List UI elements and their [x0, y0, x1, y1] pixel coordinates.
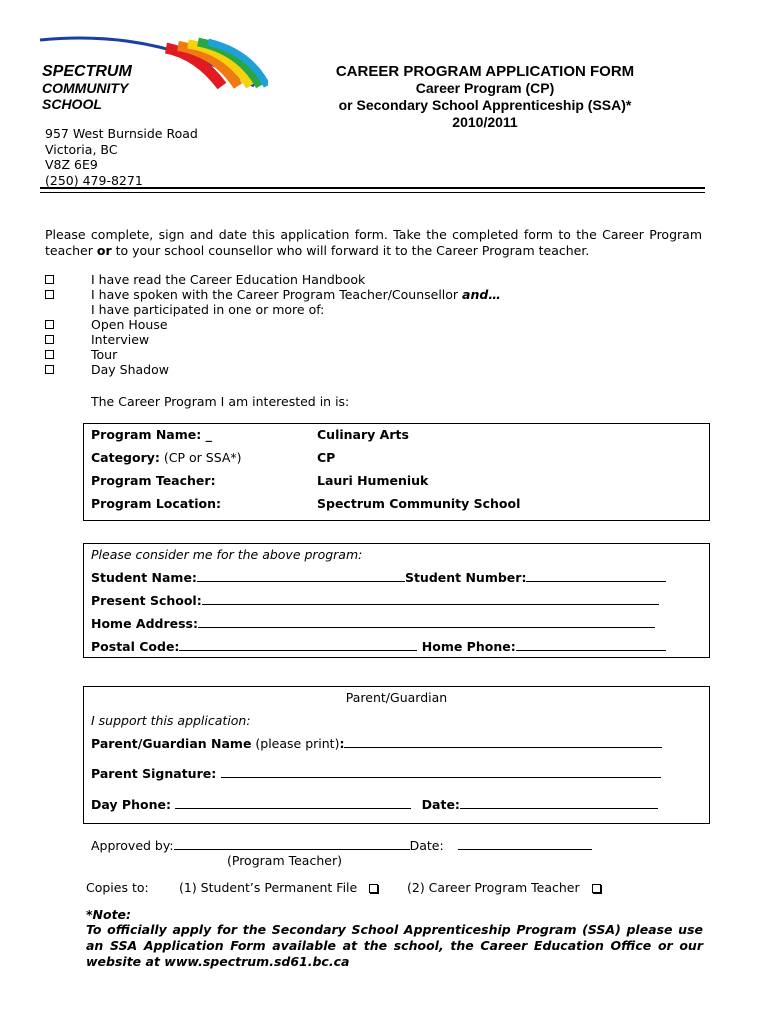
checklist-row-handbook [45, 272, 645, 287]
parent-name-colon: : [339, 736, 345, 751]
checklist-row-open-house [45, 317, 645, 332]
present-school-field[interactable] [202, 604, 659, 605]
parent-signature-label: Parent Signature: [91, 766, 221, 781]
parent-name-hint: (please print) [251, 736, 340, 751]
day-phone-label: Day Phone: [91, 797, 176, 812]
approval-date-label: Date: [409, 838, 444, 853]
student-prompt: Please consider me for the above program: [91, 547, 363, 562]
program-teacher-label: Program Teacher: [91, 473, 216, 488]
header-line2: Career Program (CP) [415, 80, 555, 96]
category-hint: (CP or SSA*) [159, 450, 242, 465]
parent-support: I support this application: [91, 713, 251, 728]
checkbox-spoken[interactable] [45, 290, 54, 299]
intro-text-1: Please complete, sign and date this application form. Take the completed form to the Career Program teacher [45, 227, 702, 258]
program-location-label: Program Location: [91, 496, 221, 511]
copy-permanent-file-label: (1) Student’s Permanent File [179, 880, 358, 895]
note-label: *Note: [86, 907, 132, 922]
page-title: CAREER PROGRAM APPLICATION FORM [335, 63, 635, 80]
checkbox-handbook[interactable] [45, 275, 54, 284]
checklist-handbook-label: I have read the Career Education Handbook [91, 272, 366, 287]
student-number-field[interactable] [526, 581, 666, 582]
checkbox-interview[interactable] [45, 335, 54, 344]
present-school-row [91, 593, 659, 608]
checklist-row-spoken [45, 287, 645, 302]
parent-name-label: Parent/Guardian Name [91, 736, 252, 751]
student-number-label: Student Number: [404, 570, 527, 585]
checklist-row-day-shadow [45, 362, 645, 377]
school-logo [38, 30, 268, 112]
checklist-open-house-label: Open House [91, 317, 168, 332]
parent-name-row [91, 736, 662, 751]
checklist-row-tour [45, 347, 645, 362]
home-address-label: Home Address: [91, 616, 198, 631]
copy-program-teacher-label: (2) Career Program Teacher [407, 880, 580, 895]
checkbox-day-shadow[interactable] [45, 365, 54, 374]
header-year: 2010/2011 [452, 114, 518, 130]
checklist-participated-label: I have participated in one or more of: [91, 302, 325, 317]
student-name-label: Student Name: [91, 570, 197, 585]
checkbox-permanent-file[interactable] [369, 884, 378, 893]
logo-text-community: COMMUNITY [42, 80, 129, 96]
intro-paragraph [45, 227, 702, 258]
address-postal: V8Z 6E9 [45, 157, 98, 172]
address-phone: (250) 479-8271 [45, 172, 143, 188]
student-name-row [91, 570, 651, 585]
checklist-row-interview [45, 332, 645, 347]
checklist-spoken-label: I have spoken with the Career Program Teacher/Counsellor [91, 287, 463, 302]
logo-text-school: SCHOOL [42, 96, 102, 112]
home-phone-label: Home Phone: [417, 639, 516, 654]
approved-by-field[interactable] [174, 849, 410, 850]
program-teacher-caption: (Program Teacher) [227, 853, 342, 868]
home-phone-field[interactable] [516, 650, 666, 651]
approval-date-field[interactable] [458, 849, 592, 850]
school-address [45, 126, 198, 188]
program-name-value[interactable]: Culinary Arts [317, 427, 409, 442]
parent-signature-row [91, 766, 661, 781]
copy-program-teacher [407, 880, 601, 895]
day-phone-row [91, 797, 658, 812]
approved-by-label: Approved by: [91, 838, 174, 853]
program-teacher-value[interactable]: Lauri Humeniuk [317, 473, 429, 488]
present-school-label: Present School: [91, 593, 202, 608]
checklist-interview-label: Interview [91, 332, 150, 347]
approved-row [91, 838, 592, 853]
checkbox-program-teacher[interactable] [592, 884, 601, 893]
postal-code-field[interactable] [179, 650, 417, 651]
checklist-tour-label: Tour [91, 347, 118, 362]
copy-permanent-file [179, 880, 378, 895]
home-address-row [91, 616, 655, 631]
parent-name-field[interactable] [344, 747, 662, 748]
checkbox-tour[interactable] [45, 350, 54, 359]
program-name-label: Program Name: _ [91, 427, 212, 442]
header-divider [40, 187, 705, 193]
checklist-row-participated [45, 302, 645, 317]
checklist [45, 272, 645, 377]
category-label-text: Category: [91, 450, 160, 465]
note-text: To officially apply for the Secondary School Apprenticeship Program (SSA) please use an SSA Application Form available at the school, the Career Education Office or our website at www.spectrum.sd61.bc.ca [86, 922, 703, 969]
address-city: Victoria, BC [45, 141, 118, 157]
parent-date-field[interactable] [460, 808, 658, 809]
home-address-field[interactable] [198, 627, 655, 628]
postal-phone-row [91, 639, 666, 654]
checklist-and: and… [462, 287, 501, 302]
intro-text-2: to your school counsellor who will forward it to the Career Program teacher. [111, 242, 590, 258]
program-category-label [91, 450, 242, 465]
parent-date-label: Date: [421, 797, 460, 812]
intro-or: or [96, 242, 112, 258]
parent-heading: Parent/Guardian [345, 690, 448, 705]
form-header [290, 63, 680, 131]
parent-signature-field[interactable] [221, 777, 661, 778]
address-street: 957 West Burnside Road [45, 126, 198, 141]
copies-label: Copies to: [86, 880, 149, 895]
interest-prompt: The Career Program I am interested in is: [91, 394, 350, 409]
program-location-value[interactable]: Spectrum Community School [317, 496, 521, 511]
student-name-field[interactable] [197, 581, 405, 582]
program-category-value[interactable]: CP [317, 450, 336, 465]
day-phone-field[interactable] [175, 808, 411, 809]
checkbox-open-house[interactable] [45, 320, 54, 329]
logo-text-spectrum: SPECTRUM [42, 63, 132, 80]
postal-code-label: Postal Code: [91, 639, 180, 654]
header-line3: or Secondary School Apprenticeship (SSA)* [338, 97, 632, 113]
checklist-day-shadow-label: Day Shadow [91, 362, 169, 377]
